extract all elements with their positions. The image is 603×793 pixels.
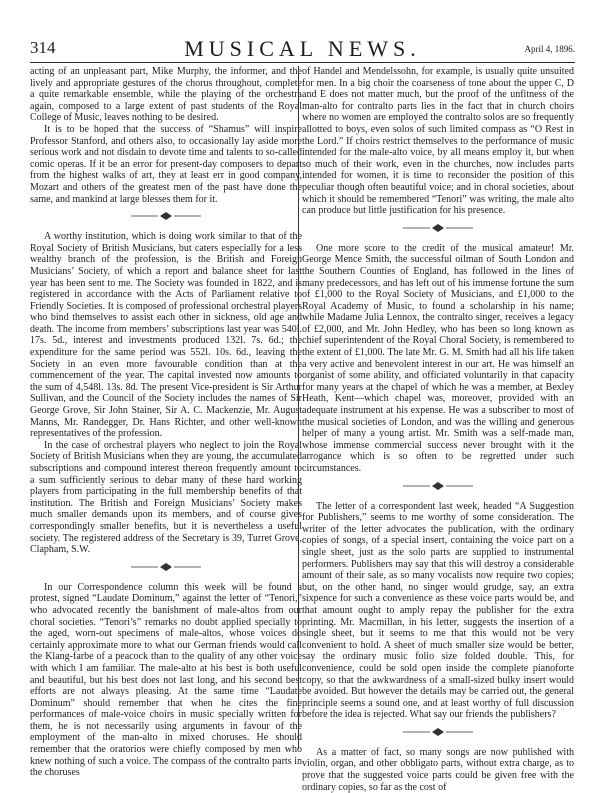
paragraph: One more score to the credit of the musical amateur! Mr. George Mence Smith, the successful oilman of South London and the Southern Counties of England, has followed in the lines of many predecessors, and has left out of his immense fortune the sum of £1,000 to the Royal Society of Musicians, and £1,000 to the Royal Academy of Music, to found a scholarship in his name; while Madame Julia Lennox, the contralto singer, receives a legacy of £2,000, and Mr. John Hedley, who has been so long known as chief superintendent of the Royal Choral Society, is remembered to the extent of £1,000. The late Mr. G. M. Smith had all his life taken a very active and benevolent interest in our art. He was himself an organist of some ability, and officiated voluntarily in that capacity for many years at the chapel of which he was a member, at Bexley Heath, Kent—which chapel was, moreover, provided with an adequate instrument at his expense. He was a subscriber to most of the musical societies of London, and was the willing and generous helper of many a young artist. Mr. Smith was a self-made man, whose immense commercial success never brought with it the arrogance which is so often to be regretted under such circumstances. bbox=[302, 242, 574, 474]
right-column bbox=[302, 66, 574, 793]
paragraph: As a matter of fact, so many songs are now published with violin, organ, and other obbligato parts, without extra charge, as to prove that the suggested voice parts could be given free with the ordinary copies, so far as the cost of bbox=[302, 746, 574, 793]
paragraph: The letter of a correspondent last week, headed “A Suggestion for Publishers,” seems to me worthy of some consideration. The writer of the letter advocates the publication, with the ordinary copies of songs, of a special insert, containing the voice part on a single sheet, just as the solo parts are supplied to instrumental performers. Publishers may say that this will destroy a considerable amount of their sale, as so many vocalists now require two copies; but, on the other hand, no singer would grudge, say, an extra sixpence for such a convenience as these voice parts would be, and that amount ought to amply repay the publisher for the extra printing. Mr. Macmillan, in his letter, suggests the insertion of a single sheet, but it seems to me that this would not be very convenient to hold. A sheet of much smaller size would be better, say the ordinary music folio size folded double. This, for convenience, could be sold open inside the complete pianoforte copy, so that the awkwardness of a small-sized bulky insert would be avoided. But however the details may be carried out, the general principle seems a sound one, and at least worthy of full discussion before the idea is rejected. What say our friends the publishers? bbox=[302, 500, 574, 721]
paragraph: A worthy institution, which is doing work similar to that of the Royal Society of British Musicians, but caters especially for a less wealthy branch of the profession, is the British and Foreign Musicians’ Society, of which a report and balance sheet for last year has been sent to me. The Society was founded in 1822, and is registered in accordance with the Acts of Parliament relative to Friendly Societies. It is composed of professional orchestral players who bind themselves to assist each other in sickness, old age and death. The income from members’ subscriptions last year was 540l. 17s. 5d., interest and investments produced 132l. 7s. 6d.; the expenditure for the same period was 552l. 10s. 6d., leaving the Society in an even more favourable condition than at the commencement of the year. The capital invested now amounts to the sum of 4,548l. 13s. 8d. The present Vice-president is Sir Arthur Sullivan, and the Council of the Society includes the names of Sir George Grove, Sir John Stainer, Sir A. C. Mackenzie, Mr. August Manns, Mr. Randegger, Dr. Hans Richter, and other well-known representatives of the profession. bbox=[30, 231, 302, 440]
column-divider bbox=[298, 66, 299, 749]
section-divider-ornament bbox=[302, 481, 574, 493]
masthead-title: MUSICAL NEWS. bbox=[184, 36, 421, 61]
left-column bbox=[30, 66, 302, 779]
paragraph: In the case of orchestral players who neglect to join the Royal Society of British Musicians when they are young, the accumulated subscriptions and compound interest thereon frequently amount to a sum sufficiently serious to debar many of these hard working players from participating in the full membership benefits of that institution. The British and Foreign Musicians’ Society makes much smaller demands upon its members, and of course gives correspondingly smaller benefits, but it is nevertheless a useful society. The registered address of the Secretary is 39, Turret Grove, Clapham, S.W. bbox=[30, 439, 302, 556]
issue-date: April 4, 1896. bbox=[524, 44, 575, 54]
section-divider-ornament bbox=[30, 562, 302, 574]
section-divider-ornament bbox=[302, 223, 574, 235]
paragraph: acting of an unpleasant part, Mike Murphy, the informer, and the lively and appropriate gestures of the chorus throughout, complete a quite remarkable ensemble, while the playing of the orchestra again, composed to a large extent of past students of the Royal College of Music, leaves nothing to be desired. bbox=[30, 66, 302, 124]
paragraph: of Handel and Mendelssohn, for example, is usually quite unsuited for men. In a big choir the coarseness of tone about the upper C, D and E does not matter much, but the proof of the unfitness of the man-alto for contralto parts lies in the fact that in church choirs where no women are employed the contralto solos are so frequently allotted to boys, even solos of such limited compass as “O Rest in the Lord.” If choirs restrict themselves to the performance of music intended for the male-alto voice, by all means employ it, but when so much of their work, even in the churches, now includes parts intended for women, it is time to reconsider the position of this peculiar though often beautiful voice; and in choral societies, about which it should be remembered “Tenori” was writing, the male alto can produce but little justification for his presence. bbox=[302, 66, 574, 217]
header-rule bbox=[30, 62, 575, 63]
page-header bbox=[30, 30, 575, 62]
page-number: 314 bbox=[30, 38, 56, 57]
paragraph: It is to be hoped that the success of “Shamus” will inspire Professor Stanford, and others also, to occasionally lay aside more serious work and not disdain to devote time and talents to so-called comic operas. If it be an error for present-day composers to depart from the highest walks of art, they at least err in good company, Mozart and others of the greatest men of the past have done the same, and mankind at large blesses them for it. bbox=[30, 123, 302, 205]
paragraph: In our Correspondence column this week will be found a protest, signed “Laudate Dominum,” against the letter of “Tenori,” who advocated recently the banishment of male-altos from our choral societies. “Tenori’s” remarks no doubt applied specially to the aged, worn-out specimens of male-altos, whose voices do certainly approximate more to what our German friends would call the Klang-farbe of a peacock than to the quality of any other voice with which I am familiar. The male-alto at his best is both useful and beautiful, but his best does not last long, and his second best efforts are not always pleasing. At the same time “Laudate Dominum” should remember that when he cites the fine performances of male-voice choirs in music specially written for them, he is not necessarily using arguments in favour of the employment of the man-alto in mixed choruses. He should remember that the oratorios were chiefly composed by men who knew nothing of such a voice. The compass of the contralto parts in the choruses bbox=[30, 581, 302, 779]
section-divider-ornament bbox=[302, 727, 574, 739]
section-divider-ornament bbox=[30, 211, 302, 223]
